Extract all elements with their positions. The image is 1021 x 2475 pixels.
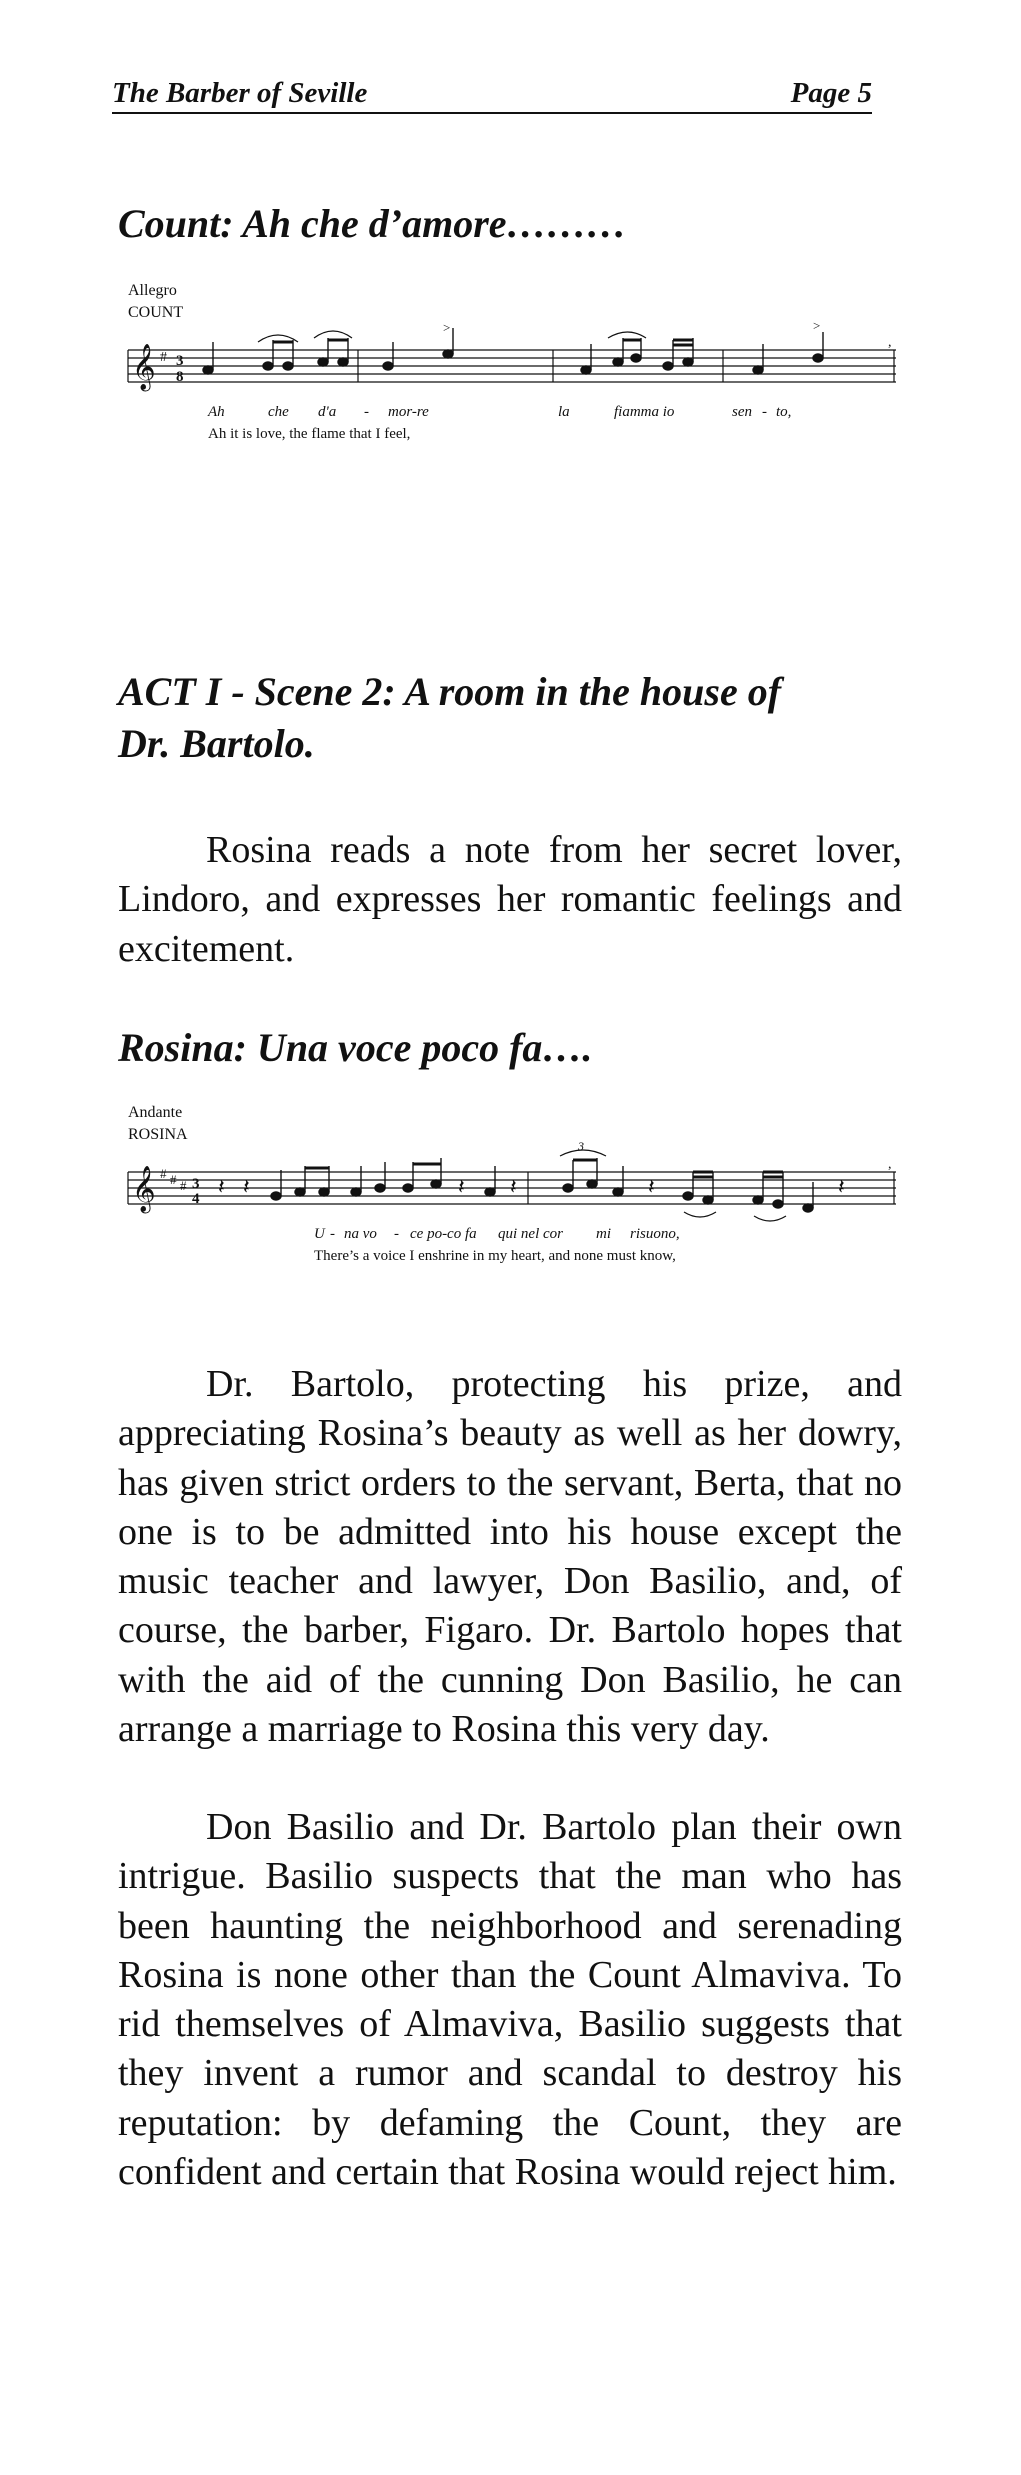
lyric-syllable: la xyxy=(558,404,570,420)
svg-text:4: 4 xyxy=(192,1191,200,1207)
lyric-syllable: - xyxy=(364,404,369,420)
lyric-syllable: to, xyxy=(776,404,792,420)
svg-text:3: 3 xyxy=(176,353,184,369)
svg-text:3: 3 xyxy=(192,1176,200,1192)
body-paragraph: Don Basilio and Dr. Bartolo plan their own intrigue. Basilio suspects that the man who has been haunting the neighborhood and serenading Rosina is none other than the Count Almaviva. To rid themselves of Almaviva, Basilio suggests that they invent a rumor and scandal to destroy his reputation: by defaming the Count, they are confident and certain that Rosina would reject him. xyxy=(118,1806,902,2194)
page-number: Page 5 xyxy=(790,77,872,109)
svg-text:𝄞: 𝄞 xyxy=(132,344,156,390)
lyric-translation: Ah it is love, the flame that I feel, xyxy=(208,426,411,442)
svg-text:𝄽: 𝄽 xyxy=(458,1174,465,1199)
svg-text:,: , xyxy=(888,1157,892,1172)
svg-text:,: , xyxy=(888,335,892,350)
svg-text:#: # xyxy=(160,1166,167,1181)
lyric-syllable: - xyxy=(394,1226,399,1242)
lyric-syllable: U xyxy=(314,1226,325,1242)
svg-text:𝄽: 𝄽 xyxy=(243,1174,250,1199)
lyric-translation: There’s a voice I enshrine in my heart, and none must know, xyxy=(314,1248,676,1264)
book-title: The Barber of Seville xyxy=(112,77,368,109)
svg-text:3: 3 xyxy=(578,1142,584,1153)
lyric-syllable: - xyxy=(330,1226,335,1242)
lyric-syllable: na vo xyxy=(344,1226,377,1242)
lyric-syllable: sen xyxy=(732,404,752,420)
intro-paragraph: Rosina reads a note from her secret lover, Lindoro, and expresses her romantic feelings and excitement. xyxy=(118,829,902,970)
rosina-aria-heading: Rosina: Una voce poco fa…. xyxy=(118,1025,593,1070)
svg-text:#: # xyxy=(160,350,167,365)
svg-text:𝄞: 𝄞 xyxy=(132,1166,156,1212)
lyric-syllable: che xyxy=(268,404,289,420)
svg-text:𝄽: 𝄽 xyxy=(218,1174,225,1199)
scene-heading-line-2: Dr. Bartolo. xyxy=(118,721,315,766)
tempo-marking: Andante xyxy=(128,1104,183,1121)
svg-text:#: # xyxy=(170,1172,177,1187)
svg-text:#: # xyxy=(180,1178,187,1193)
svg-text:𝄽: 𝄽 xyxy=(838,1174,845,1199)
lyric-syllable: mor-re xyxy=(388,404,429,420)
lyric-syllable: d'a xyxy=(318,404,337,420)
lyric-syllable: mi xyxy=(596,1226,611,1242)
svg-text:>: > xyxy=(813,320,821,333)
svg-text:𝄽: 𝄽 xyxy=(648,1174,655,1199)
lyric-syllable: fiamma io xyxy=(614,404,675,420)
count-music-excerpt xyxy=(118,278,908,458)
svg-text:𝄽: 𝄽 xyxy=(510,1174,517,1199)
lyric-syllable: ce po-co fa xyxy=(410,1226,477,1242)
lyric-syllable: - xyxy=(762,404,767,420)
voice-label: ROSINA xyxy=(128,1126,188,1143)
body-paragraph: Dr. Bartolo, protecting his prize, and appreciating Rosina’s beauty as well as her dowry, has given strict orders to the servant, Berta, that no one is to be admitted into his house except the music teacher and lawyer, Don Basilio, and, of course, the barber, Figaro. Dr. Bartolo hopes that with the aid of the cunning Don Basilio, he can arrange a marriage to Rosina this very day. xyxy=(118,1363,902,1751)
count-aria-heading: Count: Ah che d’amore……… xyxy=(118,201,627,246)
tempo-marking: Allegro xyxy=(128,282,177,299)
scene-heading-line-1: ACT I - Scene 2: A room in the house of xyxy=(118,669,782,714)
svg-text:>: > xyxy=(443,320,451,335)
lyric-syllable: Ah xyxy=(208,404,225,420)
running-header xyxy=(112,78,872,114)
lyric-syllable: qui nel cor xyxy=(498,1226,563,1242)
voice-label: COUNT xyxy=(128,304,184,321)
lyric-syllable: risuono, xyxy=(630,1226,680,1242)
svg-text:8: 8 xyxy=(176,369,184,385)
rosina-music-excerpt xyxy=(118,1100,908,1280)
